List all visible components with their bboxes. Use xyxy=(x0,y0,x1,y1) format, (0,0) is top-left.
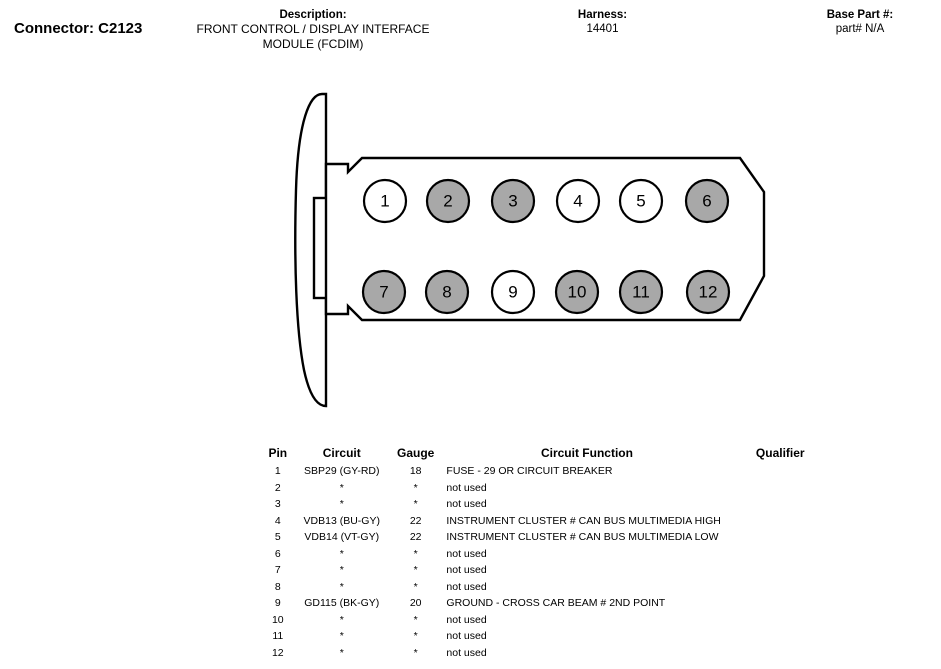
header-pin: Pin xyxy=(268,446,288,460)
pin-8[interactable] xyxy=(426,271,468,313)
pin-table-head xyxy=(265,446,825,465)
pin-2-number: 2 xyxy=(443,191,453,211)
cell-pin: 2 xyxy=(274,481,281,494)
cell-qualifier xyxy=(736,597,826,614)
cell-gauge: 20 xyxy=(409,597,422,609)
cell-qualifier xyxy=(736,531,826,548)
pin-2[interactable] xyxy=(427,180,469,222)
base-part-title: Base Part #: xyxy=(826,9,894,21)
cell-qualifier xyxy=(736,482,826,499)
cell-circuit: GD115 (BK-GY) xyxy=(304,597,380,609)
table-row xyxy=(265,531,825,548)
pin-6[interactable] xyxy=(686,180,728,222)
cell-qualifier xyxy=(736,465,826,482)
cell-pin: 1 xyxy=(274,465,281,477)
cell-circuit: * xyxy=(339,564,344,576)
header-gauge: Gauge xyxy=(397,446,435,460)
table-row xyxy=(265,515,825,532)
cell-function: not used xyxy=(446,580,487,593)
connector-svg xyxy=(270,80,790,420)
cell-gauge: 18 xyxy=(409,465,422,477)
pin-9[interactable] xyxy=(492,271,534,313)
cell-function: FUSE - 29 OR CIRCUIT BREAKER xyxy=(446,465,613,477)
cell-gauge: 22 xyxy=(409,514,422,527)
cell-circuit: * xyxy=(339,547,344,560)
cell-pin: 3 xyxy=(274,498,281,510)
cell-pin: 9 xyxy=(274,597,281,609)
cell-qualifier xyxy=(736,498,826,515)
pin-12[interactable] xyxy=(687,271,729,313)
cell-circuit: * xyxy=(339,646,344,659)
pin-10[interactable] xyxy=(556,271,598,313)
cell-gauge: * xyxy=(413,646,418,659)
description-block xyxy=(168,8,458,52)
cell-pin: 11 xyxy=(272,630,284,642)
harness-block xyxy=(495,8,710,36)
pin-table-container xyxy=(265,446,825,663)
header-circuit: Circuit xyxy=(322,446,361,460)
pin-7[interactable] xyxy=(363,271,405,313)
cell-function: GROUND - CROSS CAR BEAM # 2ND POINT xyxy=(446,597,666,609)
header-qualifier: Qualifier xyxy=(755,446,805,460)
table-row xyxy=(265,614,825,631)
pin-11-number: 11 xyxy=(632,282,650,302)
cell-gauge: * xyxy=(413,630,418,642)
pin-3[interactable] xyxy=(492,180,534,222)
base-part-block xyxy=(790,8,930,36)
pin-table-body xyxy=(265,465,825,663)
cell-qualifier xyxy=(736,548,826,565)
connector-id-label: Connector: C2123 xyxy=(14,20,143,37)
pin-1[interactable] xyxy=(364,180,406,222)
pin-5[interactable] xyxy=(620,180,662,222)
pin-8-number: 8 xyxy=(442,282,452,302)
harness-title: Harness: xyxy=(577,9,628,21)
cell-qualifier xyxy=(736,515,826,532)
cell-circuit: VDB14 (VT-GY) xyxy=(304,531,380,543)
pin-11[interactable] xyxy=(620,271,662,313)
cell-function: not used xyxy=(446,646,487,659)
cell-circuit: VDB13 (BU-GY) xyxy=(303,514,380,527)
cell-circuit: * xyxy=(339,613,344,626)
table-row xyxy=(265,597,825,614)
pin-9-number: 9 xyxy=(508,282,518,302)
cell-circuit: SBP29 (GY-RD) xyxy=(304,465,380,477)
cell-circuit: * xyxy=(339,580,344,593)
table-row xyxy=(265,548,825,565)
cell-circuit: * xyxy=(339,630,344,642)
cell-circuit: * xyxy=(339,481,344,494)
pin-12-number: 12 xyxy=(698,282,718,302)
description-value-line1: FRONT CONTROL / DISPLAY INTERFACE xyxy=(196,22,430,36)
cell-function: not used xyxy=(446,613,487,626)
cell-function: not used xyxy=(446,630,487,642)
harness-value: 14401 xyxy=(586,23,619,35)
cell-function: INSTRUMENT CLUSTER # CAN BUS MULTIMEDIA LOW xyxy=(446,531,719,543)
table-row xyxy=(265,581,825,598)
cell-pin: 7 xyxy=(274,564,281,576)
cell-qualifier xyxy=(736,564,826,581)
table-row xyxy=(265,482,825,499)
table-row xyxy=(265,630,825,647)
cell-function: not used xyxy=(446,498,487,510)
pin-6-number: 6 xyxy=(702,191,712,211)
pin-1-number: 1 xyxy=(380,191,390,211)
cell-gauge: * xyxy=(413,481,418,494)
table-row xyxy=(265,465,825,482)
cell-qualifier xyxy=(736,647,826,664)
cell-circuit: * xyxy=(339,498,344,510)
cell-qualifier xyxy=(736,630,826,647)
pin-4-number: 4 xyxy=(573,191,583,211)
pin-5-number: 5 xyxy=(636,191,646,211)
header-function: Circuit Function xyxy=(540,446,633,460)
cell-qualifier xyxy=(736,614,826,631)
cell-function: INSTRUMENT CLUSTER # CAN BUS MULTIMEDIA HIGH xyxy=(446,514,721,527)
cell-gauge: * xyxy=(413,547,418,560)
table-row xyxy=(265,647,825,664)
cell-pin: 8 xyxy=(274,580,281,593)
connector-diagram xyxy=(270,80,790,420)
pin-table-header-row xyxy=(265,446,825,465)
cell-gauge: 22 xyxy=(409,531,422,543)
cell-gauge: * xyxy=(413,613,418,626)
cell-gauge: * xyxy=(413,564,418,576)
table-row xyxy=(265,498,825,515)
pin-4[interactable] xyxy=(557,180,599,222)
cell-gauge: * xyxy=(413,498,418,510)
description-value-line2: MODULE (FCDIM) xyxy=(262,37,364,51)
cell-pin: 6 xyxy=(274,547,281,560)
table-row xyxy=(265,564,825,581)
pin-table xyxy=(265,446,825,663)
cell-pin: 5 xyxy=(274,531,281,543)
cell-pin: 12 xyxy=(271,646,284,659)
cell-function: not used xyxy=(446,481,487,494)
description-title: Description: xyxy=(279,9,347,21)
cell-pin: 4 xyxy=(274,514,281,527)
pin-3-number: 3 xyxy=(508,191,518,211)
base-part-value: part# N/A xyxy=(835,23,885,35)
cell-qualifier xyxy=(736,581,826,598)
pin-10-number: 10 xyxy=(567,282,587,302)
page-header xyxy=(0,0,941,70)
cell-gauge: * xyxy=(413,580,418,593)
cell-function: not used xyxy=(446,547,487,560)
cell-pin: 10 xyxy=(271,613,284,626)
pin-7-number: 7 xyxy=(379,282,389,302)
cell-function: not used xyxy=(446,564,487,576)
